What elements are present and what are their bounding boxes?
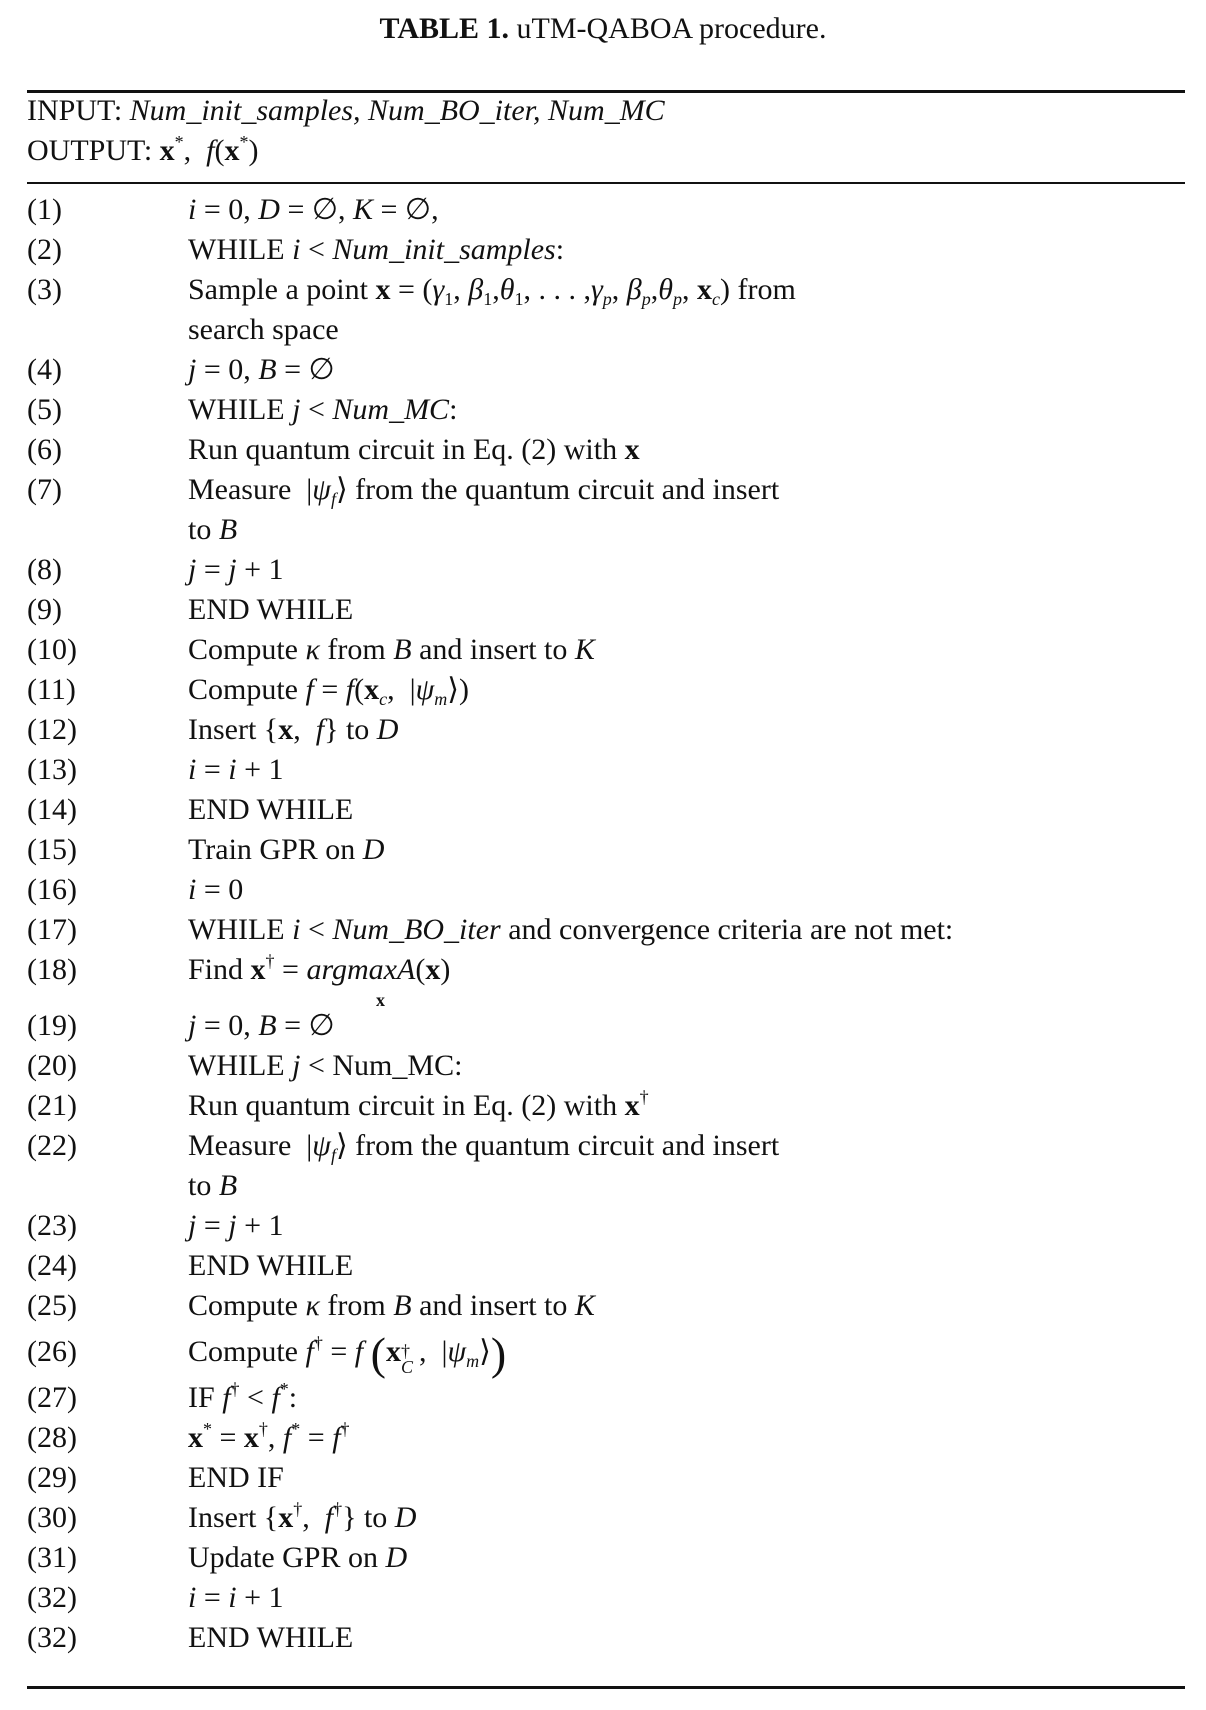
table-title: uTM-QABOA procedure. xyxy=(516,12,827,45)
step-text: Measure $|\psi_f⟩$ from the quantum circuit and insert to B xyxy=(188,470,1206,550)
step-text: Compute κ from B and insert to K xyxy=(188,1289,595,1322)
step-continuation: search space xyxy=(188,313,339,346)
step-text: END IF xyxy=(188,1461,284,1494)
step-text: Compute $f = f(x_c$, $|\psi_m⟩$) xyxy=(188,673,469,709)
step-text: END WHILE xyxy=(188,793,354,826)
step-number: (22) xyxy=(27,1129,77,1162)
step-number: (16) xyxy=(27,873,77,906)
step-row xyxy=(0,870,1206,910)
step-text: Train GPR on D xyxy=(188,833,385,866)
step-text: Update GPR on D xyxy=(188,1541,408,1574)
step-text: j = j + 1 xyxy=(188,553,284,586)
step-row xyxy=(0,1618,1206,1658)
step-number: (3) xyxy=(27,273,62,306)
step-text: WHILE i < Num_init_samples: xyxy=(188,233,565,266)
step-text: Compute f† = f (x † C , $|\psi_m⟩$) xyxy=(188,1328,507,1379)
step-text: END WHILE xyxy=(188,1249,354,1282)
step-row xyxy=(0,590,1206,630)
step-row xyxy=(0,1326,1206,1378)
table-label: TABLE 1. xyxy=(379,12,510,45)
step-continuation: to B xyxy=(188,1169,238,1202)
step-row xyxy=(0,950,1206,1010)
step-number: (13) xyxy=(27,753,77,786)
step-row xyxy=(0,1246,1206,1286)
input-value: Num_init_samples, Num_BO_iter, Num_MC xyxy=(129,94,665,127)
step-row xyxy=(0,1378,1206,1418)
step-row xyxy=(0,630,1206,670)
step-number: (21) xyxy=(27,1089,77,1122)
step-number: (2) xyxy=(27,233,62,266)
step-number: (8) xyxy=(27,553,62,586)
step-number: (10) xyxy=(27,633,77,666)
step-number: (14) xyxy=(27,793,77,826)
step-row xyxy=(0,350,1206,390)
step-text: Sample a point $x = (\gamma_1$, $\beta_1,\theta_1$, . . . $,\gamma_p$, $\beta_p,\theta_p$, $x_c$) from search space xyxy=(188,270,1206,350)
step-text: WHILE j < Num_MC: xyxy=(188,1049,463,1082)
step-text: Run quantum circuit in Eq. (2) with x† xyxy=(188,1087,649,1122)
step-text: j = 0, B = ∅ xyxy=(188,353,335,386)
step-number: (25) xyxy=(27,1289,77,1322)
step-number: (9) xyxy=(27,593,62,626)
step-row xyxy=(0,1418,1206,1458)
step-row xyxy=(0,390,1206,430)
output-line xyxy=(27,134,259,168)
input-label: INPUT: xyxy=(27,94,123,127)
step-number: (6) xyxy=(27,433,62,466)
step-continuation: to B xyxy=(188,513,238,546)
step-number: (7) xyxy=(27,473,62,506)
step-row xyxy=(0,470,1206,550)
step-text: x* = x†, f* = f† xyxy=(188,1419,350,1454)
step-number: (1) xyxy=(27,193,62,226)
step-text: Insert {x†, f†} to D xyxy=(188,1499,417,1534)
procedure-steps xyxy=(0,190,1206,1658)
step-text: i = i + 1 xyxy=(188,1581,284,1614)
step-number: (30) xyxy=(27,1501,77,1534)
step-row xyxy=(0,750,1206,790)
step-text: j = 0, B = ∅ xyxy=(188,1009,335,1042)
step-number: (24) xyxy=(27,1249,77,1282)
step-text: Run quantum circuit in Eq. (2) with x xyxy=(188,433,640,466)
step-text: j = j + 1 xyxy=(188,1209,284,1242)
step-text: END WHILE xyxy=(188,593,354,626)
step-row xyxy=(0,190,1206,230)
step-text: IF f† < f*: xyxy=(188,1379,298,1414)
step-text: WHILE j < Num_MC: xyxy=(188,393,458,426)
step-number: (11) xyxy=(27,673,76,706)
step-text: END WHILE xyxy=(188,1621,354,1654)
step-text: Compute κ from B and insert to K xyxy=(188,633,595,666)
step-row xyxy=(0,430,1206,470)
step-text: Insert {x, f} to D xyxy=(188,713,399,746)
step-number: (26) xyxy=(27,1335,77,1368)
step-number: (31) xyxy=(27,1541,77,1574)
step-number: (17) xyxy=(27,913,77,946)
step-row xyxy=(0,1498,1206,1538)
step-row xyxy=(0,1006,1206,1046)
step-row xyxy=(0,1206,1206,1246)
step-row xyxy=(0,1458,1206,1498)
step-text: Find x† = argmaxA(x) x xyxy=(188,950,1206,990)
step-row xyxy=(0,830,1206,870)
step-text: Measure $|\psi_f⟩$ from the quantum circuit and insert to B xyxy=(188,1126,1206,1206)
argmax-subscript: x xyxy=(376,990,385,1010)
output-label: OUTPUT: xyxy=(27,134,153,167)
table-caption xyxy=(0,12,1206,46)
step-number: (12) xyxy=(27,713,77,746)
input-line xyxy=(27,94,665,128)
step-row xyxy=(0,790,1206,830)
step-row xyxy=(0,1578,1206,1618)
step-number: (4) xyxy=(27,353,62,386)
step-number: (27) xyxy=(27,1381,77,1414)
step-row xyxy=(0,230,1206,270)
step-number: (32) xyxy=(27,1581,77,1614)
step-row xyxy=(0,1286,1206,1326)
step-text: i = 0 xyxy=(188,873,244,906)
step-text: i = i + 1 xyxy=(188,753,284,786)
step-text: i = 0, D = ∅, K = ∅, xyxy=(188,193,439,226)
step-row xyxy=(0,1086,1206,1126)
step-number: (28) xyxy=(27,1421,77,1454)
step-number: (5) xyxy=(27,393,62,426)
step-number: (23) xyxy=(27,1209,77,1242)
step-row xyxy=(0,670,1206,710)
step-row xyxy=(0,1046,1206,1086)
step-row xyxy=(0,1126,1206,1206)
step-row xyxy=(0,710,1206,750)
step-row xyxy=(0,550,1206,590)
step-row xyxy=(0,270,1206,350)
step-number: (19) xyxy=(27,1009,77,1042)
step-number: (29) xyxy=(27,1461,77,1494)
top-rule xyxy=(27,90,1185,93)
header-rule xyxy=(27,182,1185,184)
step-number: (32) xyxy=(27,1621,77,1654)
output-value: x*, f(x*) xyxy=(159,132,259,167)
bottom-rule xyxy=(27,1686,1185,1689)
step-row xyxy=(0,910,1206,950)
step-text: WHILE i < Num_BO_iter and convergence criteria are not met: xyxy=(188,913,954,946)
step-number: (20) xyxy=(27,1049,77,1082)
step-row xyxy=(0,1538,1206,1578)
step-number: (15) xyxy=(27,833,77,866)
step-number: (18) xyxy=(27,953,77,986)
